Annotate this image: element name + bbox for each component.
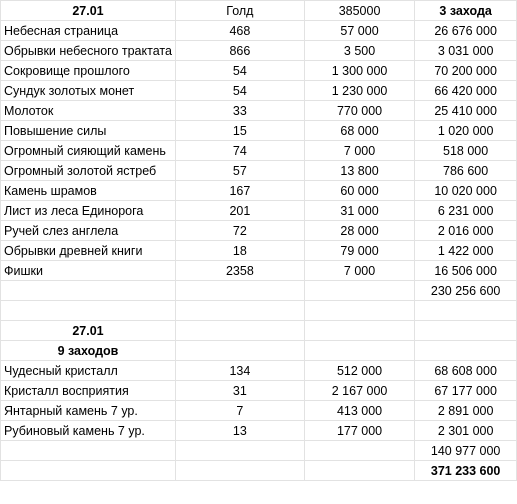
item-name-cell[interactable]: Небесная страница <box>1 21 176 41</box>
table-row <box>1 141 517 161</box>
item-name-cell[interactable]: Ручей слез англела <box>1 221 176 241</box>
item-name-cell[interactable]: Сокровище прошлого <box>1 61 176 81</box>
table-row <box>1 221 517 241</box>
item-name-cell[interactable]: Янтарный камень 7 ур. <box>1 401 176 421</box>
item-sum-cell[interactable]: 66 420 000 <box>415 81 517 101</box>
section1-total-cell[interactable]: 230 256 600 <box>415 281 517 301</box>
total-row <box>1 281 517 301</box>
item-price-cell[interactable]: 28 000 <box>304 221 414 241</box>
table-row <box>1 421 517 441</box>
empty-cell[interactable] <box>304 441 414 461</box>
empty-cell[interactable] <box>304 341 414 361</box>
item-name-cell[interactable]: Фишки <box>1 261 176 281</box>
item-price-cell[interactable]: 3 500 <box>304 41 414 61</box>
item-name-cell[interactable]: Огромный сияющий камень <box>1 141 176 161</box>
empty-cell[interactable] <box>175 461 304 481</box>
item-name-cell[interactable]: Обрывки небесного трактата <box>1 41 176 61</box>
empty-cell[interactable] <box>175 321 304 341</box>
item-quantity-cell[interactable]: 31 <box>175 381 304 401</box>
item-price-cell[interactable]: 770 000 <box>304 101 414 121</box>
item-sum-cell[interactable]: 2 301 000 <box>415 421 517 441</box>
table-row <box>1 201 517 221</box>
item-sum-cell[interactable]: 518 000 <box>415 141 517 161</box>
item-price-cell[interactable]: 7 000 <box>304 141 414 161</box>
item-quantity-cell[interactable]: 866 <box>175 41 304 61</box>
empty-cell[interactable] <box>1 301 176 321</box>
item-name-cell[interactable]: Повышение силы <box>1 121 176 141</box>
empty-cell[interactable] <box>415 301 517 321</box>
item-sum-cell[interactable]: 1 422 000 <box>415 241 517 261</box>
item-quantity-cell[interactable]: 57 <box>175 161 304 181</box>
empty-cell[interactable] <box>1 281 176 301</box>
section2-total-cell[interactable]: 140 977 000 <box>415 441 517 461</box>
item-name-cell[interactable]: Кристалл восприятия <box>1 381 176 401</box>
item-quantity-cell[interactable]: 15 <box>175 121 304 141</box>
item-quantity-cell[interactable]: 54 <box>175 61 304 81</box>
item-quantity-cell[interactable]: 468 <box>175 21 304 41</box>
empty-cell[interactable] <box>175 301 304 321</box>
table-row <box>1 401 517 421</box>
item-price-cell[interactable]: 57 000 <box>304 21 414 41</box>
item-name-cell[interactable]: Обрывки древней книги <box>1 241 176 261</box>
table-row <box>1 261 517 281</box>
item-name-cell[interactable]: Молоток <box>1 101 176 121</box>
header-rate-cell[interactable]: 385000 <box>304 1 414 21</box>
item-quantity-cell[interactable]: 201 <box>175 201 304 221</box>
empty-cell[interactable] <box>415 321 517 341</box>
header-runs-cell[interactable]: 3 захода <box>415 1 517 21</box>
item-price-cell[interactable]: 31 000 <box>304 201 414 221</box>
item-sum-cell[interactable]: 26 676 000 <box>415 21 517 41</box>
item-quantity-cell[interactable]: 54 <box>175 81 304 101</box>
item-price-cell[interactable]: 177 000 <box>304 421 414 441</box>
total-row <box>1 441 517 461</box>
item-sum-cell[interactable]: 2 016 000 <box>415 221 517 241</box>
grand-total-row <box>1 461 517 481</box>
spreadsheet-body <box>1 1 517 481</box>
table-row <box>1 41 517 61</box>
section2-runs-cell[interactable]: 9 заходов <box>1 341 176 361</box>
item-sum-cell[interactable]: 70 200 000 <box>415 61 517 81</box>
header-row <box>1 1 517 21</box>
item-quantity-cell[interactable]: 18 <box>175 241 304 261</box>
table-row <box>1 21 517 41</box>
item-sum-cell[interactable]: 2 891 000 <box>415 401 517 421</box>
table-row <box>1 361 517 381</box>
item-price-cell[interactable]: 413 000 <box>304 401 414 421</box>
empty-row <box>1 301 517 321</box>
table-row <box>1 381 517 401</box>
table-row <box>1 81 517 101</box>
item-name-cell[interactable]: Камень шрамов <box>1 181 176 201</box>
item-sum-cell[interactable]: 16 506 000 <box>415 261 517 281</box>
empty-cell[interactable] <box>1 461 176 481</box>
header-gold-cell[interactable]: Голд <box>175 1 304 21</box>
table-row <box>1 241 517 261</box>
item-sum-cell[interactable]: 25 410 000 <box>415 101 517 121</box>
item-price-cell[interactable]: 13 800 <box>304 161 414 181</box>
item-price-cell[interactable]: 79 000 <box>304 241 414 261</box>
item-sum-cell[interactable]: 6 231 000 <box>415 201 517 221</box>
item-quantity-cell[interactable]: 13 <box>175 421 304 441</box>
item-sum-cell[interactable]: 68 608 000 <box>415 361 517 381</box>
item-quantity-cell[interactable]: 72 <box>175 221 304 241</box>
item-sum-cell[interactable]: 10 020 000 <box>415 181 517 201</box>
empty-cell[interactable] <box>1 441 176 461</box>
item-quantity-cell[interactable]: 2358 <box>175 261 304 281</box>
section2-date-row <box>1 321 517 341</box>
header-date-cell[interactable]: 27.01 <box>1 1 176 21</box>
item-sum-cell[interactable]: 3 031 000 <box>415 41 517 61</box>
grand-total-cell[interactable]: 371 233 600 <box>415 461 517 481</box>
table-row <box>1 161 517 181</box>
item-price-cell[interactable]: 1 300 000 <box>304 61 414 81</box>
empty-cell[interactable] <box>304 281 414 301</box>
empty-cell[interactable] <box>304 321 414 341</box>
empty-cell[interactable] <box>175 281 304 301</box>
item-price-cell[interactable]: 68 000 <box>304 121 414 141</box>
table-row <box>1 61 517 81</box>
empty-cell[interactable] <box>304 461 414 481</box>
empty-cell[interactable] <box>415 341 517 361</box>
empty-cell[interactable] <box>304 301 414 321</box>
item-sum-cell[interactable]: 786 600 <box>415 161 517 181</box>
item-price-cell[interactable]: 7 000 <box>304 261 414 281</box>
table-row <box>1 181 517 201</box>
table-row <box>1 121 517 141</box>
item-sum-cell[interactable]: 67 177 000 <box>415 381 517 401</box>
item-quantity-cell[interactable]: 74 <box>175 141 304 161</box>
item-price-cell[interactable]: 2 167 000 <box>304 381 414 401</box>
item-name-cell[interactable]: Сундук золотых монет <box>1 81 176 101</box>
section2-runs-row <box>1 341 517 361</box>
item-name-cell[interactable]: Лист из леса Единорога <box>1 201 176 221</box>
item-price-cell[interactable]: 512 000 <box>304 361 414 381</box>
item-quantity-cell[interactable]: 7 <box>175 401 304 421</box>
item-quantity-cell[interactable]: 134 <box>175 361 304 381</box>
item-price-cell[interactable]: 1 230 000 <box>304 81 414 101</box>
item-sum-cell[interactable]: 1 020 000 <box>415 121 517 141</box>
item-price-cell[interactable]: 60 000 <box>304 181 414 201</box>
item-name-cell[interactable]: Рубиновый камень 7 ур. <box>1 421 176 441</box>
item-name-cell[interactable]: Огромный золотой ястреб <box>1 161 176 181</box>
empty-cell[interactable] <box>175 441 304 461</box>
item-quantity-cell[interactable]: 167 <box>175 181 304 201</box>
empty-cell[interactable] <box>175 341 304 361</box>
section2-date-cell[interactable]: 27.01 <box>1 321 176 341</box>
item-quantity-cell[interactable]: 33 <box>175 101 304 121</box>
table-row <box>1 101 517 121</box>
item-name-cell[interactable]: Чудесный кристалл <box>1 361 176 381</box>
